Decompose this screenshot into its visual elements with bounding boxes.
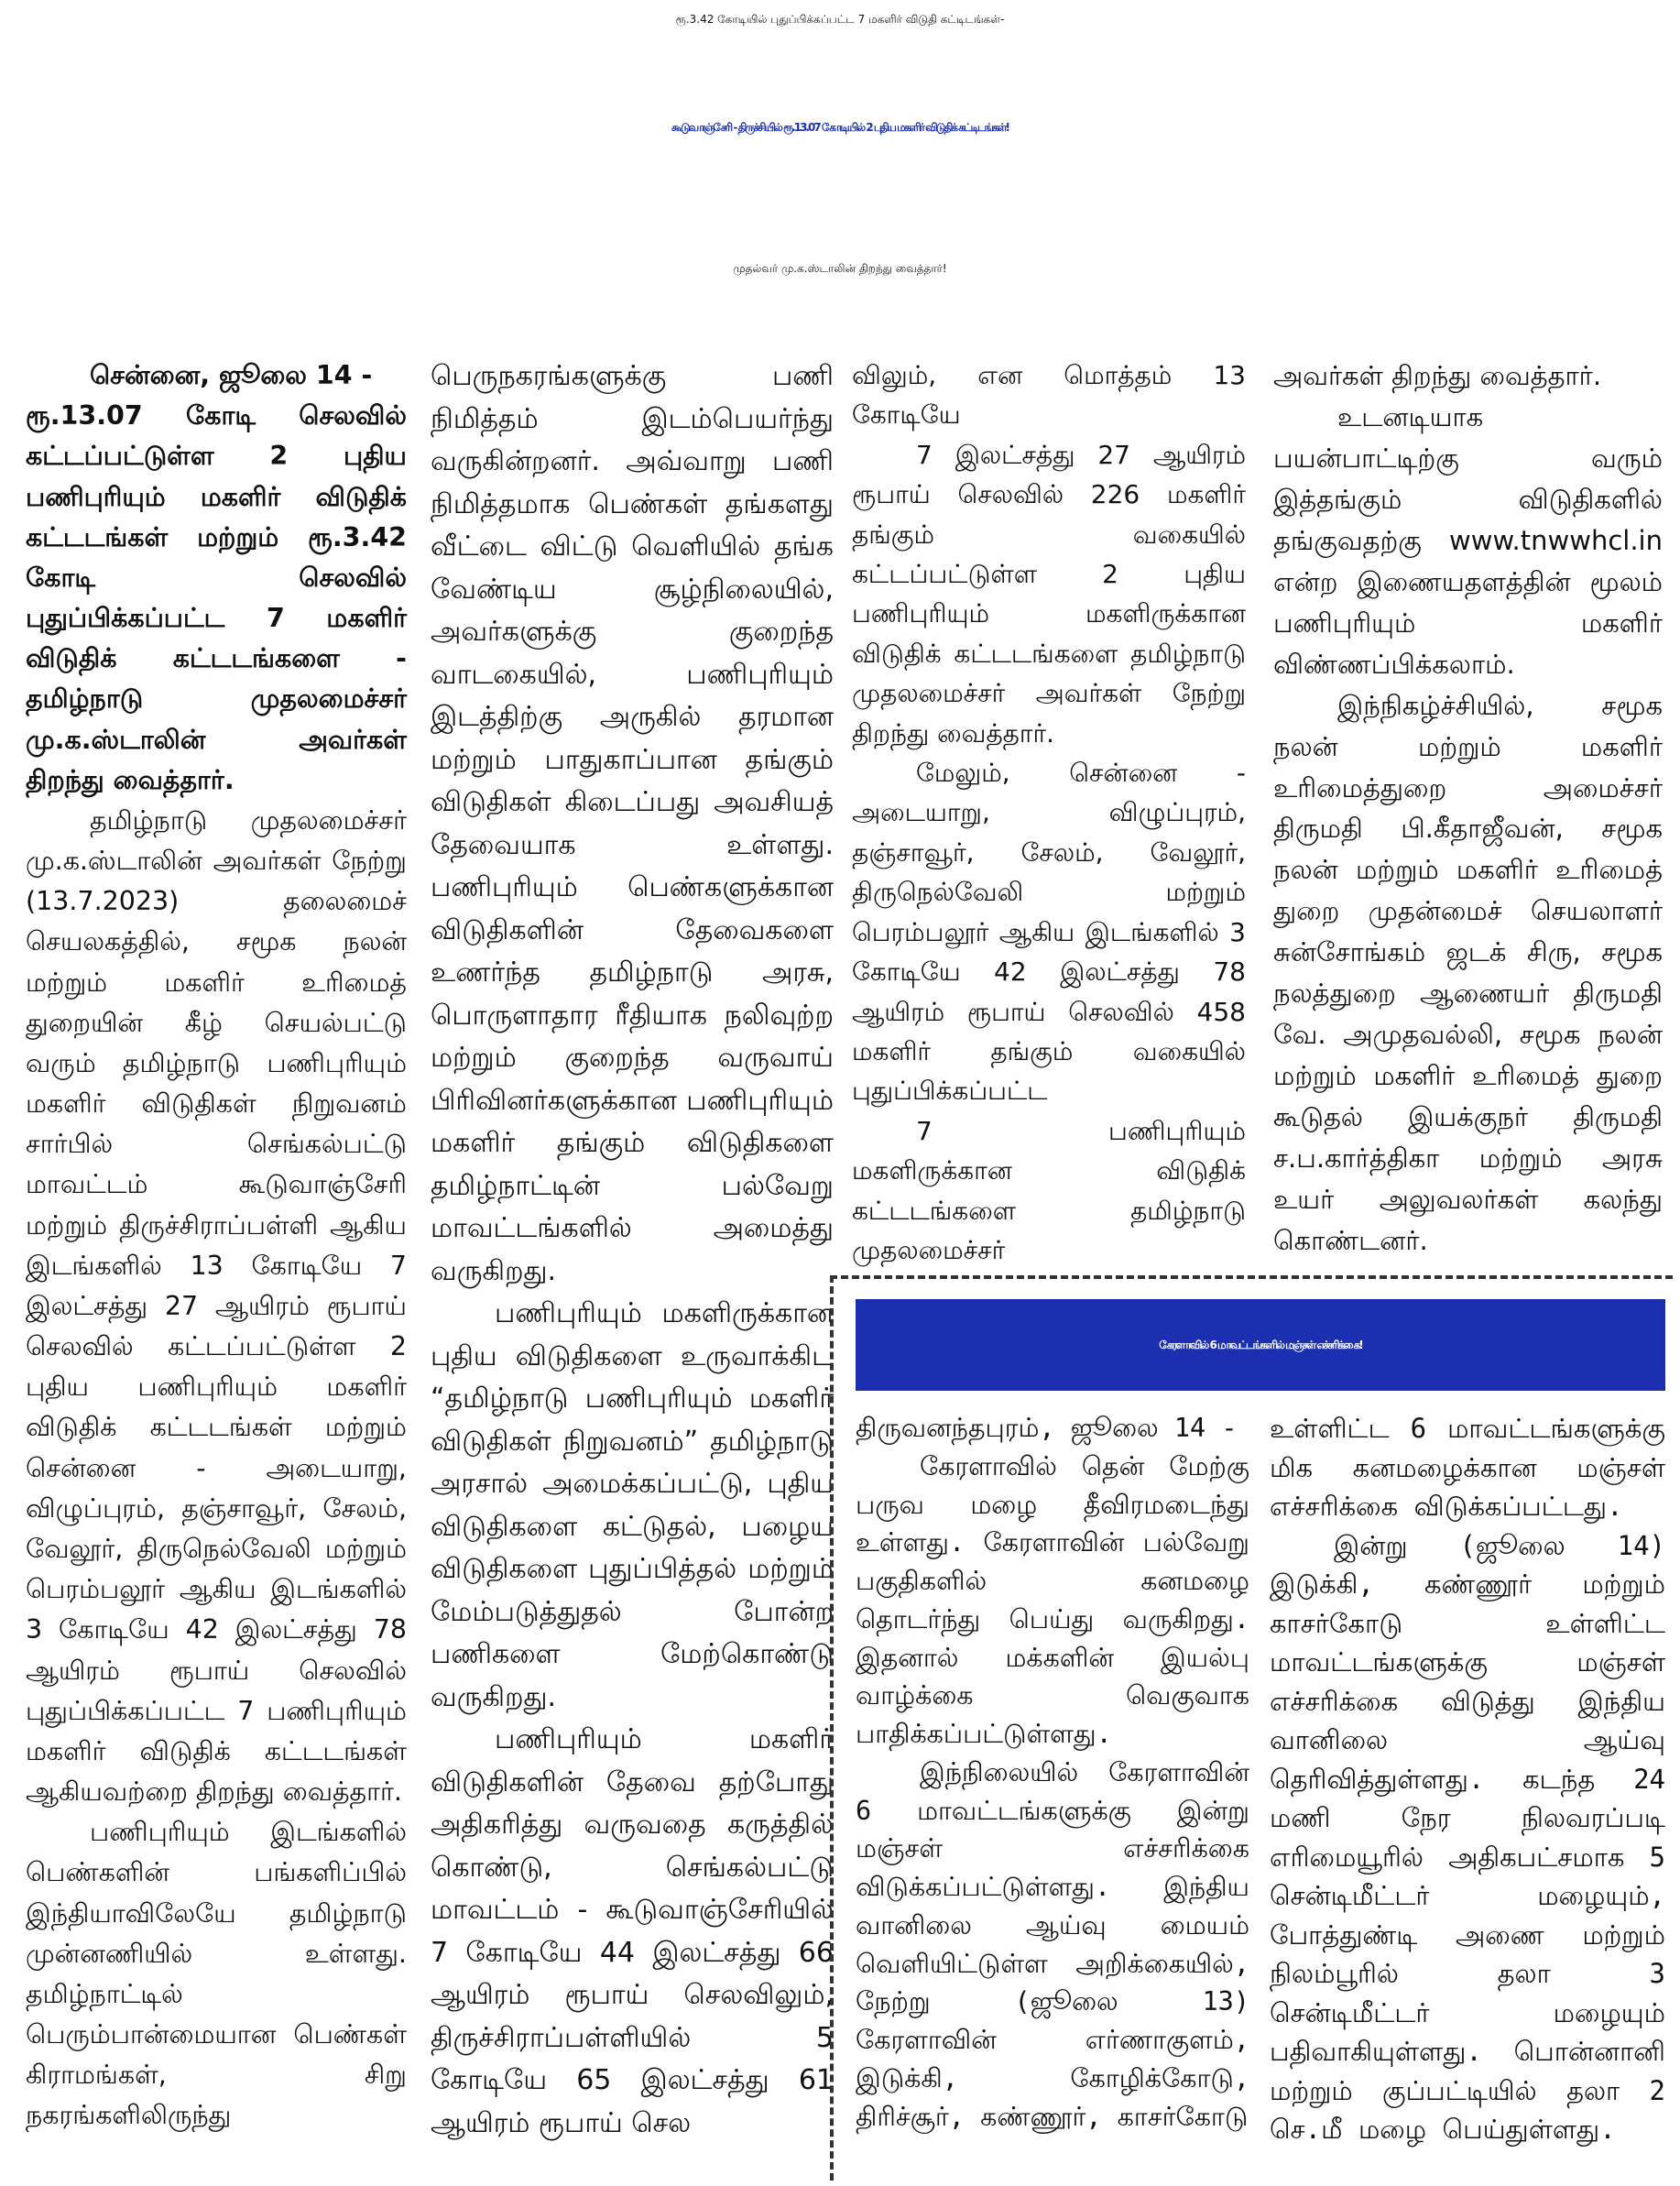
article-column-1	[26, 355, 407, 2137]
article-paragraph: மேலும், சென்னை - அடையாறு, விழுப்புரம், தஞ்சாவூர், சேலம், வேலூர், திருநெல்வேலி மற்றும் பெரம்பலூர் ஆகிய இடங்களில் 3 கோடியே 42 இலட்சத்து 78 ஆயிரம் ரூபாய் செலவில் 458 மகளிர் தங்கும் வகையில் புதுப்பிக்கப்பட்ட	[852, 758, 1246, 1107]
article-paragraph: உடனடியாக பயன்பாட்டிற்கு வரும் இத்தங்கும் விடுதிகளில் தங்குவதற்கு www.tnwwhcl.in என்ற இணையதளத்தின் மூலம் பணிபுரியும் மகளிர் விண்ணப்பிக்கலாம்.	[1273, 400, 1663, 680]
article-paragraph: பணிபுரியும் மகளிர் விடுதிகளின் தேவை தற்போது அதிகரித்து வருவதை கருத்தில் கொண்டு, செங்கல்பட்டு மாவட்டம் - கூடுவாஞ்சேரியில் 7 கோடியே 44 இலட்சத்து 66 ஆயிரம் ரூபாய் செலவிலும், திருச்சிராப்பள்ளியில் 5 கோடியே 65 இலட்சத்து 61 ஆயிரம் ரூபாய் செல	[431, 1723, 834, 2139]
kerala-paragraph: உள்ளிட்ட 6 மாவட்டங்களுக்கு மிக கனமழைக்கான மஞ்சள் எச்சரிக்கை விடுக்கப்பட்டது.	[1270, 1413, 1665, 1522]
article-paragraph: 7 பணிபுரியும் மகளிருக்கான விடுதிக் கட்டடங்களை தமிழ்நாடு முதலமைச்சர்	[852, 1115, 1246, 1265]
kerala-paragraph: இன்று (ஜூலை 14) இடுக்கி, கண்ணூர் மற்றும் காசர்கோடு உள்ளிட்ட மாவட்டங்களுக்கு மஞ்சள் எச்சரிக்கை விடுத்து இந்திய வானிலை ஆய்வு தெரிவித்துள்ளது. கடந்த 24 மணி நேர நிலவரப்படி எரிமையூரில் அதிகபட்சமாக 5 சென்டிமீட்டர் மழையும், போத்துண்டி அணை மற்றும் நிலம்பூரில் தலா 3 சென்டிமீட்டர் மழையும் பதிவாகியுள்ளது. பொன்னானி மற்றும் குப்பட்டியில் தலா 2 செ.மீ மழை பெய்துள்ளது.	[1270, 1529, 1665, 2145]
article-paragraph: விலும், என மொத்தம் 13 கோடியே	[852, 360, 1246, 431]
article-paragraph: அவர்கள் திறந்து வைத்தார்.	[1273, 360, 1602, 391]
article-paragraph: இந்நிகழ்ச்சியில், சமூக நலன் மற்றும் மகளிர் உரிமைத்துறை அமைச்சர் திருமதி பி.கீதாஜீவன், சமூக நலன் மற்றும் மகளிர் உரிமைத் துறை முதன்மைச் செயலாளர் சுன்சோங்கம் ஜடக் சிரு, சமூக நலத்துறை ஆணையர் திருமதி வே. அமுதவல்லி, சமூக நலன் மற்றும் மகளிர் உரிமைத் துறை கூடுதல் இயக்குநர் திருமதி ச.ப.கார்த்திகா மற்றும் அரசு உயர் அலுவலர்கள் கலந்து கொண்டனர்.	[1273, 689, 1663, 1257]
article-column-4	[1273, 355, 1663, 1262]
article-column-2	[431, 355, 834, 2145]
headline-main: கூடுவாஞ்சேரி - திருச்சியில் ரூ.13.07 கோடியில் 2 புதிய மகளிர் விடுதிக் கட்டிடங்கள்!	[671, 121, 1009, 134]
article-paragraph: பணிபுரியும் இடங்களில் பெண்களின் பங்களிப்பில் இந்தியாவிலேயே தமிழ்நாடு முன்னணியில் உள்ளது. தமிழ்நாட்டில் பெரும்பான்மையான பெண்கள் கிராமங்கள், சிறு நகரங்களிலிருந்து	[26, 1817, 407, 2131]
kerala-dateline: திருவனந்தபுரம், ஜூலை 14 -	[856, 1413, 1238, 1443]
headline-line1: ரூ.3.42 கோடியில் புதுப்பிக்கப்பட்ட 7 மகளிர் விடுதி கட்டிடங்கள்-	[675, 13, 1005, 26]
article-lead-text: ரூ.13.07 கோடி செலவில் கட்டப்பட்டுள்ள 2 புதிய பணிபுரியும் மகளிர் விடுதிக் கட்டடங்கள் மற்றும் ரூ.3.42 கோடி செலவில் புதுப்பிக்கப்பட்ட 7 மகளிர் விடுதிக் கட்டடங்களை - தமிழ்நாடு முதலமைச்சர் மு.க.ஸ்டாலின் அவர்கள் திறந்து வைத்தார்.	[26, 400, 407, 795]
article-paragraph: 7 இலட்சத்து 27 ஆயிரம் ரூபாய் செலவில் 226 மகளிர் தங்கும் வகையில் கட்டப்பட்டுள்ள 2 புதிய பணிபுரியும் மகளிருக்கான விடுதிக் கட்டடங்களை தமிழ்நாடு முதலமைச்சர் அவர்கள் நேற்று திறந்து வைத்தார்.	[852, 439, 1246, 749]
kerala-column-2	[1270, 1409, 1665, 2149]
article-paragraph: பெருநகரங்களுக்கு பணி நிமித்தம் இடம்பெயர்ந்து வருகின்றனர். அவ்வாறு பணி நிமித்தமாக பெண்கள் தங்களது வீட்டை விட்டு வெளியில் தங்க வேண்டிய சூழ்நிலையில், அவர்களுக்கு குறைந்த வாடகையில், பணிபுரியும் இடத்திற்கு அருகில் தரமான மற்றும் பாதுகாப்பான தங்கும் விடுதிகள் கிடைப்பது அவசியத் தேவையாக உள்ளது. பணிபுரியும் பெண்களுக்கான விடுதிகளின் தேவைகளை உணர்ந்த தமிழ்நாடு அரசு, பொருளாதார ரீதியாக நலிவுற்ற மற்றும் குறைந்த வருவாய் பிரிவினர்களுக்கான பணிபுரியும் மகளிர் தங்கும் விடுதிகளை தமிழ்நாட்டின் பல்வேறு மாவட்டங்களில் அமைத்து வருகிறது.	[431, 360, 834, 1287]
kerala-paragraph: இந்நிலையில் கேரளாவின் 6 மாவட்டங்களுக்கு இன்று மஞ்சள் எச்சரிக்கை விடுக்கப்பட்டுள்ளது. இந்திய வானிலை ஆய்வு மையம் வெளியிட்டுள்ள அறிக்கையில், நேற்று (ஜூலை 13) கேரளாவின் எர்ணாகுளம், இடுக்கி, கோழிக்கோடு, திரிச்சூர், கண்ணூர், காசர்கோடு	[856, 1756, 1249, 2132]
headline-line3: முதல்வர் மு.க.ஸ்டாலின் திறந்து வைத்தார்!	[733, 262, 947, 275]
article-lead	[26, 355, 407, 801]
kerala-paragraph: கேரளாவில் தென் மேற்கு பருவ மழை தீவிரமடைந்து உள்ளது. கேரளாவின் பல்வேறு பகுதிகளில் கனமழை தொடர்ந்து பெய்து வருகிறது. இதனால் மக்களின் இயல்பு வாழ்க்கை வெகுவாக பாதிக்கப்பட்டுள்ளது.	[856, 1450, 1249, 1750]
article-paragraph: பணிபுரியும் மகளிருக்கான புதிய விடுதிகளை உருவாக்கிட “தமிழ்நாடு பணிபுரியும் மகளிர் விடுதிகள் நிறுவனம்” தமிழ்நாடு அரசால் அமைக்கப்பட்டு, புதிய விடுதிகளை கட்டுதல், பழைய விடுதிகளை புதுப்பித்தல் மற்றும் மேம்படுத்துதல் போன்ற பணிகளை மேற்கொண்டு வருகிறது.	[431, 1297, 834, 1713]
kerala-column-1	[856, 1409, 1249, 2137]
article-paragraph: தமிழ்நாடு முதலமைச்சர் மு.க.ஸ்டாலின் அவர்கள் நேற்று (13.7.2023) தலைமைச் செயலகத்தில், சமூக நலன் மற்றும் மகளிர் உரிமைத் துறையின் கீழ் செயல்பட்டு வரும் தமிழ்நாடு பணிபுரியும் மகளிர் விடுதிகள் நிறுவனம் சார்பில் செங்கல்பட்டு மாவட்டம் கூடுவாஞ்சேரி மற்றும் திருச்சிராப்பள்ளி ஆகிய இடங்களில் 13 கோடியே 7 இலட்சத்து 27 ஆயிரம் ரூபாய் செலவில் கட்டப்பட்டுள்ள 2 புதிய பணிபுரியும் மகளிர் விடுதிக் கட்டடங்கள் மற்றும் சென்னை - அடையாறு, விழுப்புரம், தஞ்சாவூர், சேலம், வேலூர், திருநெல்வேலி மற்றும் பெரம்பலூர் ஆகிய இடங்களில் 3 கோடியே 42 இலட்சத்து 78 ஆயிரம் ரூபாய் செலவில் புதுப்பிக்கப்பட்ட 7 பணிபுரியும் மகளிர் விடுதிக் கட்டடங்கள் ஆகியவற்றை திறந்து வைத்தார்.	[26, 804, 407, 1808]
article-dateline: சென்னை, ஜூலை 14 -	[90, 360, 373, 390]
kerala-headline: கேரளாவில் 6 மாவட்டங்களில் மஞ்சள் எச்சரிக்கை!	[856, 1299, 1665, 1391]
article-column-3	[852, 355, 1246, 1270]
